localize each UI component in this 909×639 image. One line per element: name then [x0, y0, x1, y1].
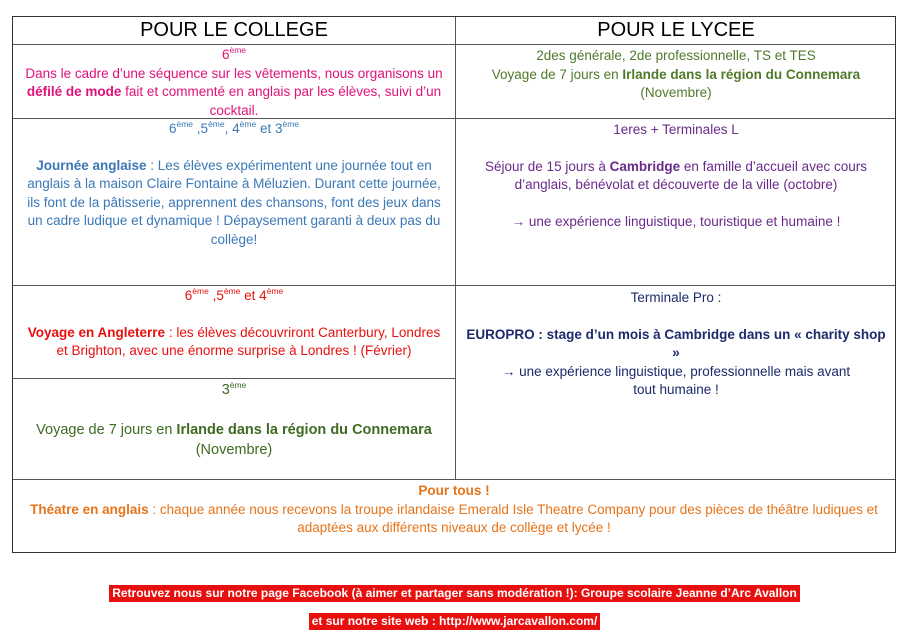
college-row3-divider	[13, 378, 455, 379]
college-angleterre-cell	[13, 287, 455, 361]
college-6eme-cell	[13, 46, 455, 120]
defile-description: Dans le cadre d’une séquence sur les vêtements, nous organisons un défilé de mode fait et commenté en anglais par les élèves, suivi d’un cocktail.	[25, 65, 443, 118]
levels-6-5-4: 6ème ,5ème et 4ème	[184, 286, 284, 303]
college-3eme-cell	[13, 380, 455, 460]
lycee-terminale-pro-cell	[456, 289, 896, 400]
europro-outcome: → une expérience linguistique, professionnelle mais avant tout humaine !	[501, 363, 851, 397]
level-6eme: 6ème	[221, 45, 247, 62]
facebook-line: Retrouvez nous sur notre page Facebook (à aimer et partager sans modération !): Groupe scolaire Jeanne d’Arc Avallon	[109, 585, 800, 602]
ireland-trip-line: Voyage de 7 jours en Irlande dans la région du Connemara	[491, 66, 861, 82]
college-journee-anglaise-cell	[13, 120, 455, 249]
europro-title: EUROPRO : stage d’un mois à Cambridge dans un « charity shop »	[466, 326, 886, 360]
activities-table	[12, 16, 896, 553]
journee-anglaise-description: Journée anglaise : Les élèves expérimentent une journée tout en anglais à la maison Claire Fontaine à Méluzien. Durant cette journée, ils font de la pâtisserie, apprennent des chansons, font des jeux dans un cadre ludique et dynamique ! Dépaysement garanti à deux pas du collège!	[27, 157, 441, 247]
footer-row-divider	[13, 479, 895, 480]
facebook-banner	[0, 584, 909, 602]
ireland-college-month: (Novembre)	[195, 442, 273, 458]
lycee-levels-line: 2des générale, 2de professionnelle, TS et TES	[536, 48, 816, 63]
pour-tous-cell	[13, 482, 895, 538]
pour-tous-title: Pour tous !	[418, 483, 490, 498]
angleterre-description: Voyage en Angleterre : les élèves découvriront Canterbury, Londres et Brighton, avec une énorme surprise à Londres ! (Février)	[27, 324, 441, 358]
cambridge-outcome: → une expérience linguistique, touristique et humaine !	[511, 213, 841, 229]
college-header: POUR LE COLLEGE	[140, 19, 328, 41]
lycee-header: POUR LE LYCEE	[597, 19, 755, 41]
lycee-cambridge-cell	[456, 121, 896, 231]
ireland-trip-month: (Novembre)	[640, 85, 712, 100]
terminale-pro-title: Terminale Pro :	[630, 290, 722, 305]
levels-6-5-4-3: 6ème ,5ème, 4ème et 3ème	[168, 119, 300, 136]
cambridge-stay-description: Séjour de 15 jours à Cambridge en famille d’accueil avec cours d’anglais, bénévolat et découverte de la ville (octobre)	[485, 158, 867, 192]
row2-divider	[13, 285, 895, 286]
ireland-college-line: Voyage de 7 jours en Irlande dans la région du Connemara	[36, 422, 432, 438]
premieres-terminales-title: 1eres + Terminales L	[613, 122, 739, 137]
website-link[interactable]: et sur notre site web : http://www.jarcavallon.com/	[309, 613, 601, 630]
website-banner	[0, 612, 909, 630]
level-3eme: 3ème	[221, 380, 247, 398]
header-divider	[13, 44, 895, 45]
theatre-description: Théatre en anglais : chaque année nous recevons la troupe irlandaise Emerald Isle Theatre Company pour des pièces de théâtre ludiques et adaptées aux différents niveaux de collège et lycée !	[30, 501, 878, 535]
lycee-2des-cell	[456, 47, 896, 103]
